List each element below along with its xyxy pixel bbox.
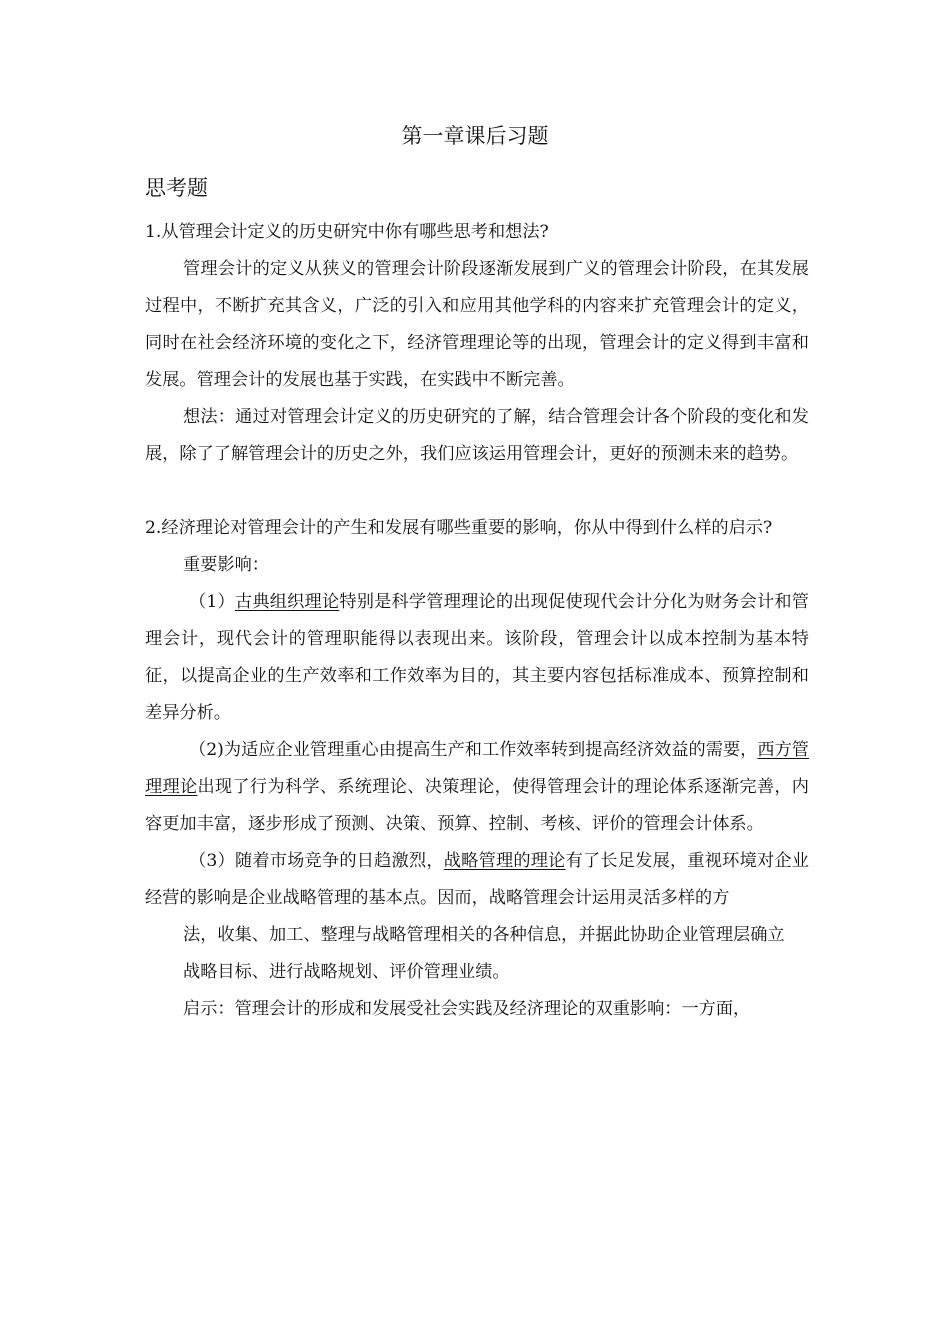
q2-item-3 bbox=[145, 843, 809, 917]
section-heading: 思考题 bbox=[145, 176, 208, 200]
item-3-intro: （3）随着市场竞争的日趋激烈， bbox=[189, 851, 444, 871]
item-1-text: 特别是科学管理理论的出现促使现代会计分化为财务会计和管理会计，现代会计的管理职能得以表现出来。该阶段，管理会计以成本控制为基本特征，以提高企业的生产效率和工作效率为目的，其主要内容包括标准成本、预算控制和差异分析。 bbox=[145, 592, 809, 723]
paragraph-gap bbox=[145, 473, 809, 510]
q2-item-3-continued-2: 战略目标、进行战略规划、评价管理业绩。 bbox=[183, 962, 510, 982]
page-title: 第一章课后习题 bbox=[401, 124, 549, 148]
question-1: 1.从管理会计定义的历史研究中你有哪些思考和想法? bbox=[145, 222, 549, 242]
q2-insight-paragraph: 启示：管理会计的形成和发展受社会实践及经济理论的双重影响：一方面， bbox=[183, 999, 751, 1019]
question-2: 2.经济理论对管理会计的产生和发展有哪些重要的影响，你从中得到什么样的启示? bbox=[145, 518, 773, 538]
item-3-key-term: 战略管理的理论 bbox=[443, 851, 566, 871]
item-2-text: 出现了行为科学、系统理论、决策理论，使得管理会计的理论体系逐渐完善，内容更加丰富，逐步形成了预测、决策、预算、控制、考核、评价的管理会计体系。 bbox=[145, 777, 809, 834]
q2-item-3-continued: 法，收集、加工、整理与战略管理相关的各种信息，并据此协助企业管理层确立 bbox=[183, 925, 785, 945]
document-body bbox=[145, 214, 809, 1028]
q2-item-1 bbox=[145, 584, 809, 732]
q1-answer-paragraph: 管理会计的定义从狭义的管理会计阶段逐渐发展到广义的管理会计阶段，在其发展过程中，不断扩充其含义，广泛的引入和应用其他学科的内容来扩充管理会计的定义，同时在社会经济环境的变化之下，经济管理理论等的出现，管理会计的定义得到丰富和发展。管理会计的发展也基于实践，在实践中不断完善。 bbox=[145, 259, 809, 390]
item-2-intro: （2)为适应企业管理重心由提高生产和工作效率转到提高经济效益的需要， bbox=[189, 740, 758, 760]
item-3-text: 有了长足发展，重视环境对企业经营的影响是企业战略管理的基本点。因而，战略管理会计运用灵活多样的方 bbox=[145, 851, 809, 908]
item-1-key-term: 古典组织理论 bbox=[234, 592, 340, 612]
item-1-number: （1） bbox=[189, 592, 235, 612]
q2-influence-heading: 重要影响： bbox=[183, 555, 269, 575]
q2-item-2 bbox=[145, 732, 809, 843]
q1-thoughts-paragraph: 想法：通过对管理会计定义的历史研究的了解，结合管理会计各个阶段的变化和发展，除了了解管理会计的历史之外，我们应该运用管理会计，更好的预测未来的趋势。 bbox=[145, 407, 809, 464]
item-2-key-term: 西方管理理论 bbox=[145, 740, 809, 797]
